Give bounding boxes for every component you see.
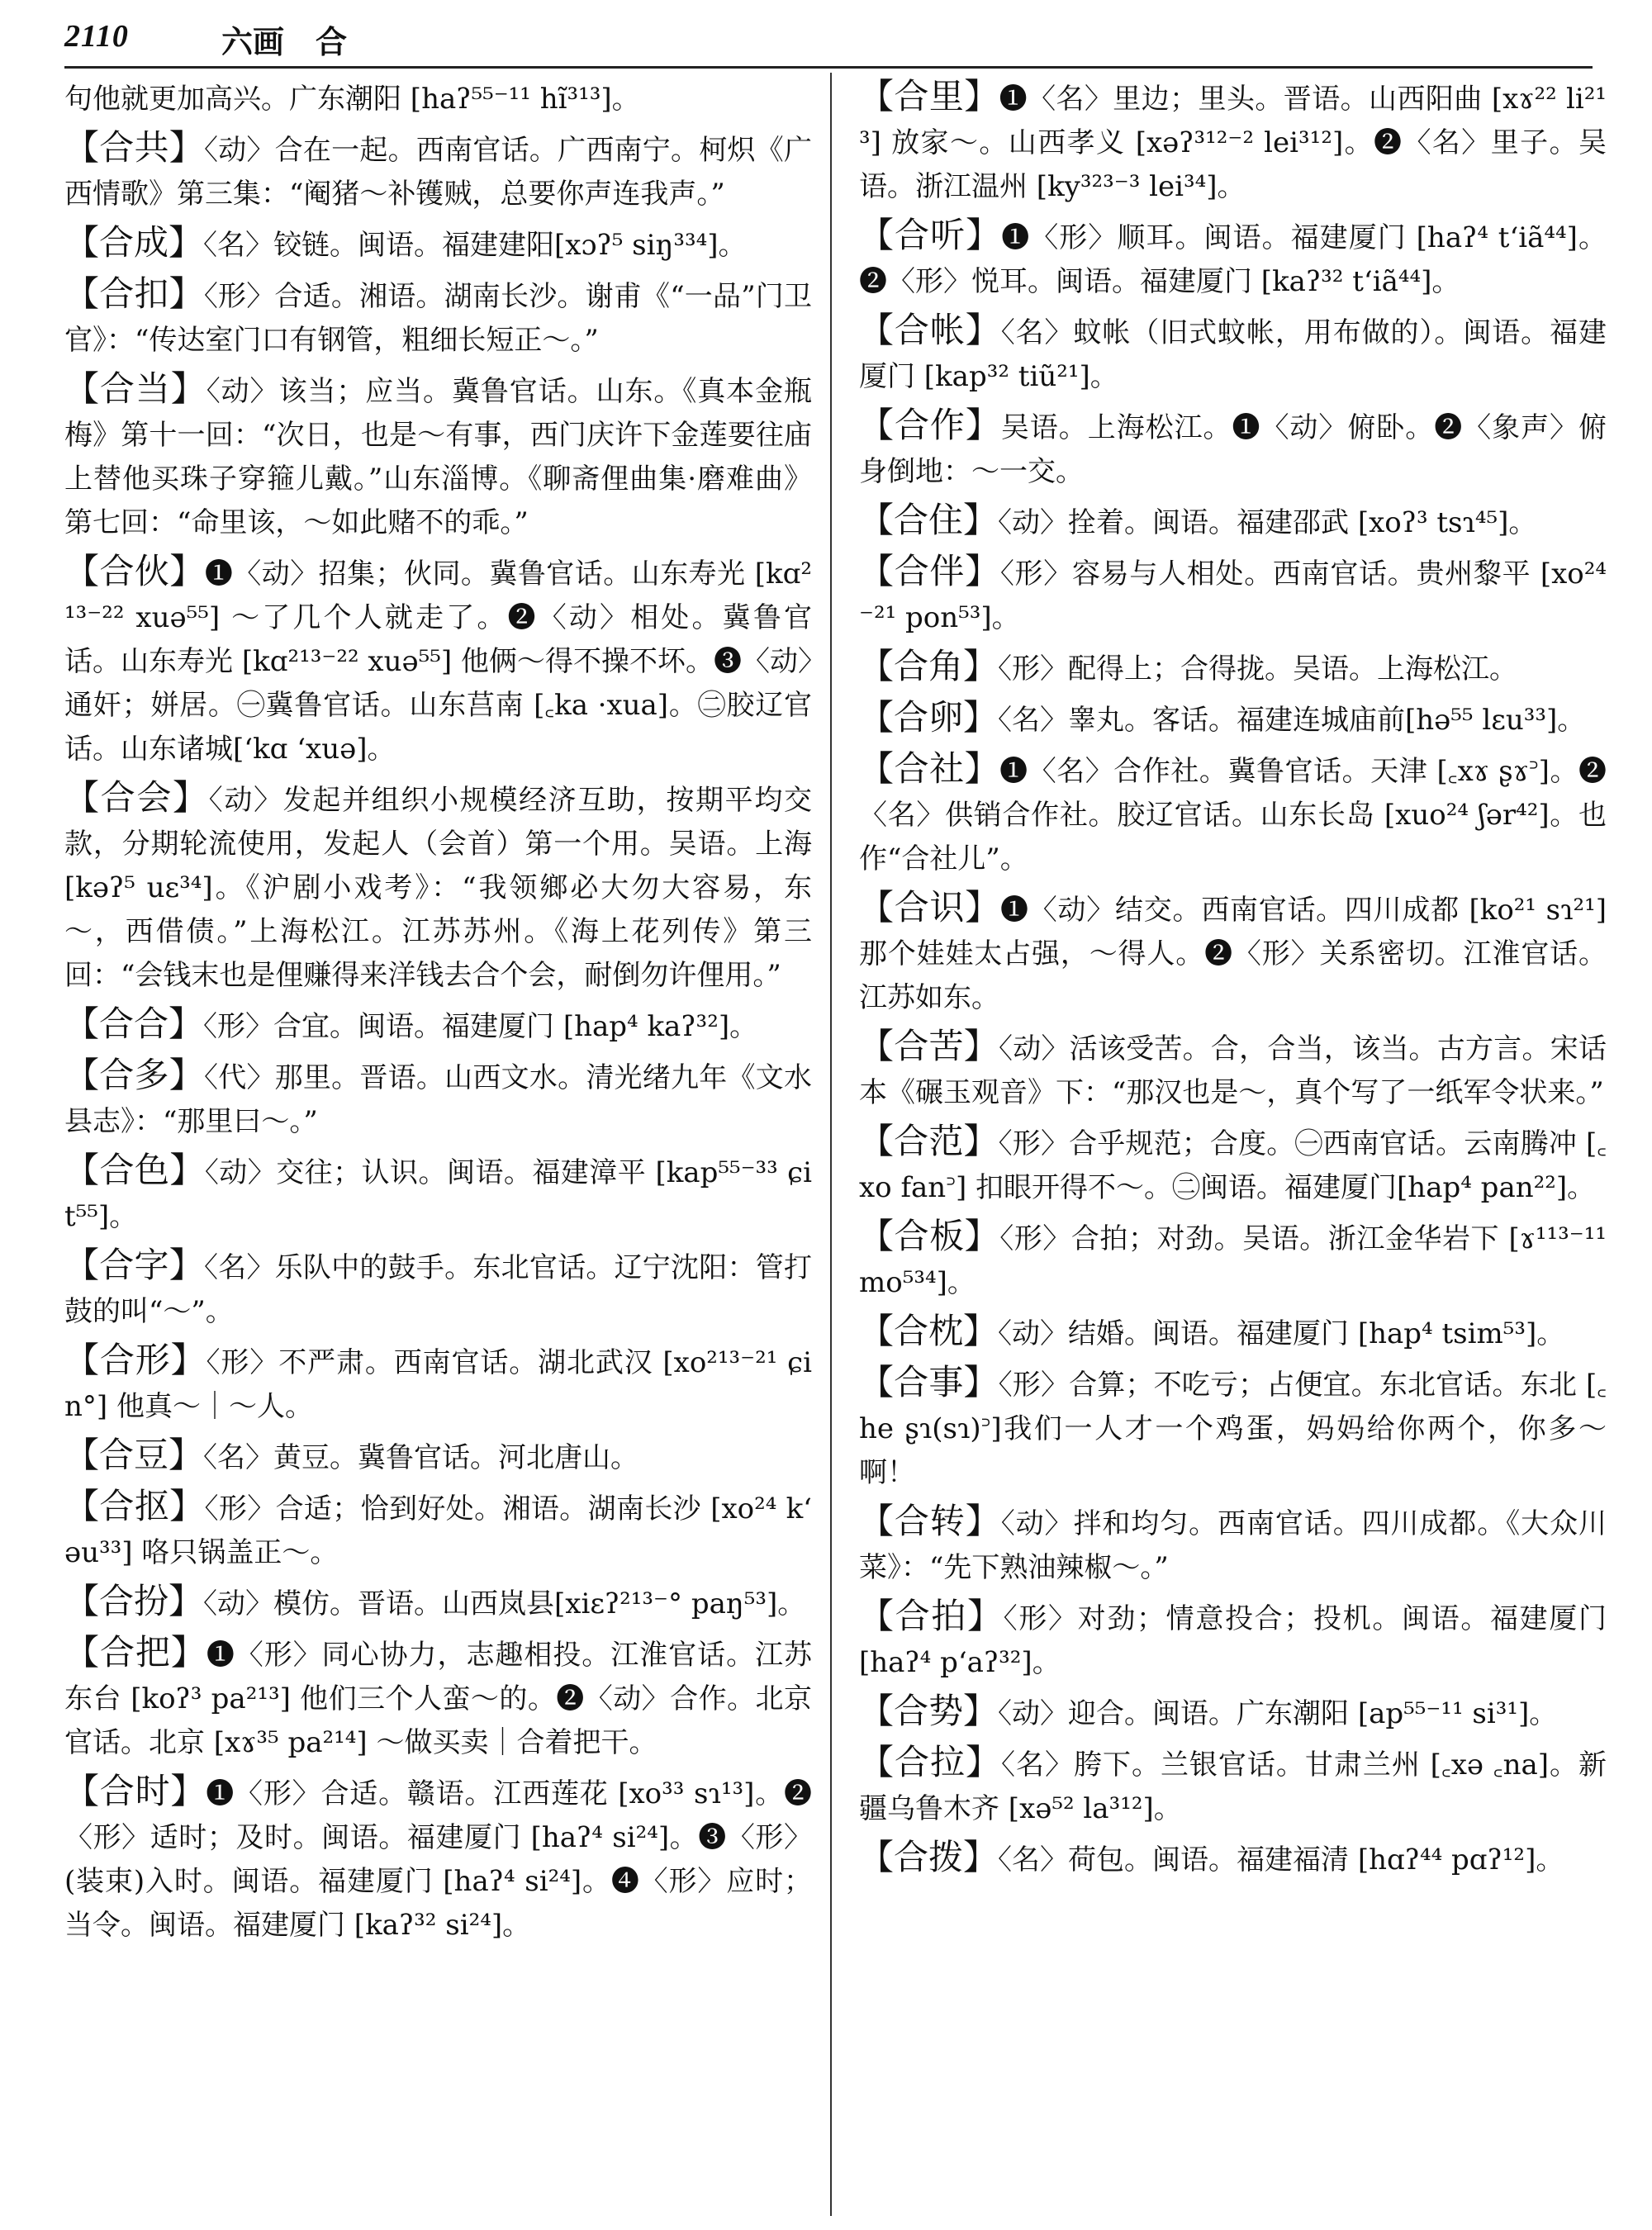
- entry-headword: 【合色】: [64, 1150, 205, 1190]
- entry-definition: 〈动〉合在一起。西南官话。广西南宁。柯炽《广西情歌》第三集：“阉猪～补镬贼，总要你声连我声。”: [64, 134, 812, 211]
- entry-definition: ❶〈动〉结交。西南官话。四川成都 [ko²¹ sɿ²¹] 那个娃娃太占强，～得人。❷〈形〉关系密切。江淮官话。江苏如东。: [859, 894, 1607, 1014]
- entry-definition: ❶〈名〉里边；里头。晋语。山西阳曲 [xɤ²² li²¹³] 放家～。山西孝义 [xəʔ³¹²⁻² lei³¹²]。❷〈名〉里子。吴语。浙江温州 [ky³²³⁻³ lei³⁴]。: [859, 83, 1607, 203]
- entry-definition: ❶〈动〉招集；伙同。冀鲁官话。山东寿光 [kɑ²¹³⁻²² xuə⁵⁵] ～了几个人就走了。❷〈动〉相处。冀鲁官话。山东寿光 [kɑ²¹³⁻²² xuə⁵⁵] 他俩～得不操不坏。❸〈动〉通奸；姘居。㊀冀鲁官话。山东莒南 [꜀ka ·xua]。㊁胶辽官话。山东诸城[ʻkɑ ʻxuə]。: [64, 558, 812, 766]
- dictionary-entry: [859, 498, 1607, 545]
- entry-headword: 【合伙】: [64, 551, 205, 591]
- entry-definition: 吴语。上海松江。❶〈动〉俯卧。❷〈象声〉俯身倒地：～一交。: [859, 411, 1607, 488]
- dictionary-entry: [64, 367, 812, 545]
- entry-headword: 【合作】: [859, 405, 1001, 445]
- entry-headword: 【合扮】: [64, 1581, 204, 1621]
- entry-definition: 〈形〉合拍；对劲。吴语。浙江金华岩下 [ɤ¹¹³⁻¹¹ mo⁵³⁴]。: [859, 1222, 1607, 1299]
- entry-headword: 【合事】: [859, 1362, 999, 1402]
- entry-definition: 〈名〉蚊帐（旧式蚊帐，用布做的）。闽语。福建厦门 [kap³² tiũ²¹]。: [859, 316, 1607, 393]
- entry-definition: 〈动〉模仿。晋语。山西岚县[xiɛʔ²¹³⁻° paŋ⁵³]。: [203, 1587, 806, 1620]
- dictionary-entry: [859, 1689, 1607, 1736]
- dictionary-entry: [859, 695, 1607, 743]
- dictionary-entry: [859, 1835, 1607, 1882]
- dictionary-entry: [859, 1594, 1607, 1685]
- section-heading: 六画 合: [221, 23, 348, 60]
- entry-headword: 【合成】: [64, 222, 204, 263]
- entry-headword: 【合板】: [859, 1216, 1000, 1256]
- page-number: 2110: [64, 19, 129, 54]
- entry-headword: 【合豆】: [64, 1435, 204, 1475]
- dictionary-entry: [64, 1769, 812, 1948]
- dictionary-entry: [859, 1499, 1607, 1590]
- header-rule: [64, 66, 1593, 69]
- entry-definition: 〈动〉拴着。闽语。福建邵武 [xoʔ³ tsɿ⁴⁵]。: [998, 506, 1537, 539]
- entry-headword: 【合住】: [859, 500, 999, 540]
- entry-definition: 〈动〉交往；认识。闽语。福建漳平 [kap⁵⁵⁻³³ ɕit⁵⁵]。: [64, 1156, 812, 1233]
- entry-definition: 〈代〉那里。晋语。山西文水。清光绪九年《文水县志》：“那里曰～。”: [64, 1061, 812, 1138]
- entry-headword: 【合转】: [859, 1501, 1001, 1541]
- dictionary-entry: [859, 549, 1607, 640]
- entry-headword: 【合共】: [64, 127, 204, 168]
- entry-headword: 【合把】: [64, 1632, 206, 1672]
- entry-definition: 〈动〉结婚。闽语。福建厦门 [hap⁴ tsim⁵³]。: [998, 1317, 1565, 1350]
- entry-definition: 〈动〉活该受苦。合，合当，该当。古方言。宋话本《碾玉观音》下：“那汉也是～，真个写了一纸军令状来。”: [859, 1032, 1607, 1109]
- entry-headword: 【合拉】: [859, 1742, 1001, 1782]
- entry-headword: 【合帐】: [859, 310, 1001, 350]
- entry-headword: 【合时】: [64, 1771, 206, 1811]
- dictionary-entry: [859, 1309, 1607, 1356]
- entry-headword: 【合角】: [859, 646, 999, 686]
- entry-definition: 〈形〉合算；不吃亏；占便宜。东北官话。东北 [꜀he ʂɿ(sɿ)꜄]我们一人才一个鸡蛋，妈妈给你两个，你多～啊！: [859, 1369, 1607, 1489]
- dictionary-entry: [859, 644, 1607, 691]
- entry-headword: 【合会】: [64, 777, 209, 818]
- entry-definition: 〈动〉发起并组织小规模经济互助，按期平均交款，分期轮流使用，发起人（会首）第一个用。吴语。上海 [kəʔ⁵ uɛ³⁴]。《沪剧小戏考》：“我领鄉必大勿大容易，东～，西借债。”上海松江。江苏苏州。《海上花列传》第三回：“会钱末也是俚赚得来洋钱去合个会，耐倒勿许俚用。”: [64, 784, 812, 992]
- dictionary-entry: [64, 1484, 812, 1575]
- left-column: [64, 74, 812, 2222]
- right-column: [859, 74, 1607, 2222]
- dictionary-entry: [64, 776, 812, 998]
- entry-definition: 〈形〉容易与人相处。西南官话。贵州黎平 [xo²⁴⁻²¹ pon⁵³]。: [859, 558, 1607, 634]
- entry-headword: 【合势】: [859, 1691, 999, 1731]
- entry-headword: 【合拍】: [859, 1596, 1004, 1636]
- entry-definition: 〈名〉铰链。闽语。福建建阳[xɔʔ⁵ siŋ³³⁴]。: [203, 229, 747, 262]
- entry-definition: 〈名〉胯下。兰银官话。甘肃兰州 [꜀xə ꜀na]。新疆乌鲁木齐 [xə⁵² la³¹²]。: [859, 1748, 1607, 1825]
- entry-definition: ❶〈形〉同心协力，志趣相投。江淮官话。江苏东台 [koʔ³ pa²¹³] 他们三个人蛮～的。❷〈动〉合作。北京官话。北京 [xɤ³⁵ pa²¹⁴] ～做买卖｜合着把干。: [64, 1639, 812, 1759]
- entry-headword: 【合苦】: [859, 1026, 999, 1066]
- entry-definition: 〈名〉睾丸。客话。福建连城庙前[hə⁵⁵ lɛu³³]。: [998, 704, 1586, 737]
- dictionary-entry: [859, 885, 1607, 1020]
- dictionary-entry: [859, 74, 1607, 209]
- entry-definition: 〈名〉荷包。闽语。福建福清 [hɑʔ⁴⁴ pɑʔ¹²]。: [998, 1843, 1564, 1877]
- entry-headword: 【合听】: [859, 215, 1002, 255]
- entry-definition: 〈形〉合适；恰到好处。湘语。湖南长沙 [xo²⁴ kʻəu³³] 咯只锅盖正～。: [64, 1492, 812, 1569]
- dictionary-entry: [64, 1433, 812, 1480]
- entry-headword: 【合枕】: [859, 1311, 999, 1351]
- entry-definition: ❶〈名〉合作社。冀鲁官话。天津 [꜀xɤ ʂɤ꜄]。❷〈名〉供销合作社。胶辽官话。山东长岛 [xuo²⁴ ʃər⁴²]。也作“合社儿”。: [859, 755, 1607, 875]
- entry-definition: 〈动〉该当；应当。冀鲁官话。山东。《真本金瓶梅》第十一回：“次日，也是～有事，西门庆许下金莲要往庙上替他买珠子穿箍儿戴。”山东淄博。《聊斋俚曲集·磨难曲》第七回：“命里该，～如此赌不的乖。”: [64, 375, 812, 539]
- dictionary-entry: [859, 1740, 1607, 1831]
- page-header: [64, 17, 1593, 63]
- dictionary-entry: [64, 272, 812, 363]
- entry-definition: ❶〈形〉合适。赣语。江西莲花 [xo³³ sɿ¹³]。❷〈形〉适时；及时。闽语。福建厦门 [haʔ⁴ si²⁴]。❸〈形〉(装束)入时。闽语。福建厦门 [haʔ⁴ si²⁴]。❹〈形〉应时；当令。闽语。福建厦门 [kaʔ³² si²⁴]。: [64, 1777, 812, 1942]
- entry-headword: 【合社】: [859, 748, 1000, 789]
- entry-definition: 句他就更加高兴。广东潮阳 [haʔ⁵⁵⁻¹¹ hĩ³¹³]。: [64, 83, 640, 116]
- entry-headword: 【合扣】: [64, 273, 204, 314]
- entry-headword: 【合多】: [64, 1055, 204, 1095]
- entry-definition: 〈形〉合适。湘语。湖南长沙。谢甫《“一品”门卫官》：“传达室门口有钢管，粗细长短正～。”: [64, 280, 812, 357]
- entry-definition: 〈形〉合宜。闽语。福建厦门 [hap⁴ kaʔ³²]。: [203, 1010, 758, 1043]
- dictionary-entry: [859, 1119, 1607, 1210]
- entry-headword: 【合伴】: [859, 551, 1000, 591]
- entry-headword: 【合抠】: [64, 1486, 205, 1526]
- dictionary-entry: [64, 1338, 812, 1429]
- dictionary-entry: [64, 1630, 812, 1765]
- entry-definition: 〈动〉迎合。闽语。广东潮阳 [ap⁵⁵⁻¹¹ si³¹]。: [998, 1697, 1558, 1730]
- entry-definition: 〈名〉乐队中的鼓手。东北官话。辽宁沈阳：管打鼓的叫“～”。: [64, 1251, 812, 1328]
- entry-headword: 【合拨】: [859, 1837, 999, 1877]
- entry-headword: 【合合】: [64, 1004, 204, 1044]
- entry-definition: 〈形〉合乎规范；合度。㊀西南官话。云南腾冲 [꜀xo fan꜄] 扣眼开得不～。㊁闽语。福建厦门[hap⁴ pan²²]。: [859, 1127, 1607, 1204]
- dictionary-entry: [64, 126, 812, 216]
- column-divider: [830, 73, 832, 2216]
- dictionary-entry: [64, 549, 812, 771]
- entry-headword: 【合当】: [64, 368, 206, 409]
- dictionary-entry: [64, 1002, 812, 1049]
- entry-definition: ❶〈形〉顺耳。闽语。福建厦门 [haʔ⁴ tʻiã⁴⁴]。❷〈形〉悦耳。闽语。福建厦门 [kaʔ³² tʻiã⁴⁴]。: [859, 221, 1607, 298]
- dictionary-entry: [859, 1024, 1607, 1115]
- entry-headword: 【合识】: [859, 887, 1000, 928]
- entry-definition: 〈形〉对劲；情意投合；投机。闽语。福建厦门 [haʔ⁴ pʻaʔ³²]。: [859, 1602, 1607, 1679]
- dictionary-entry: [64, 1579, 812, 1626]
- dictionary-entry: [859, 1360, 1607, 1495]
- entry-headword: 【合字】: [64, 1245, 204, 1285]
- dictionary-entry: [64, 74, 812, 121]
- dictionary-entry: [64, 1243, 812, 1334]
- entry-headword: 【合形】: [64, 1340, 206, 1380]
- dictionary-entry: [859, 403, 1607, 494]
- dictionary-entry: [64, 221, 812, 268]
- dictionary-entry: [859, 308, 1607, 399]
- entry-headword: 【合范】: [859, 1121, 999, 1161]
- dictionary-entry: [64, 1148, 812, 1239]
- dictionary-entry: [859, 213, 1607, 304]
- entry-definition: 〈形〉不严肃。西南官话。湖北武汉 [xo²¹³⁻²¹ ɕin°] 他真～｜～人。: [64, 1346, 812, 1423]
- entry-definition: 〈动〉拌和均匀。西南官话。四川成都。《大众川菜》：“先下熟油辣椒～。”: [859, 1507, 1607, 1584]
- dictionary-entry: [859, 1214, 1607, 1305]
- entry-definition: 〈名〉黄豆。冀鲁官话。河北唐山。: [203, 1441, 639, 1474]
- dictionary-entry: [64, 1053, 812, 1144]
- entry-headword: 【合里】: [859, 76, 999, 116]
- dictionary-entry: [859, 747, 1607, 881]
- entry-definition: 〈形〉配得上；合得拢。吴语。上海松江。: [998, 652, 1518, 686]
- entry-headword: 【合卵】: [859, 697, 999, 738]
